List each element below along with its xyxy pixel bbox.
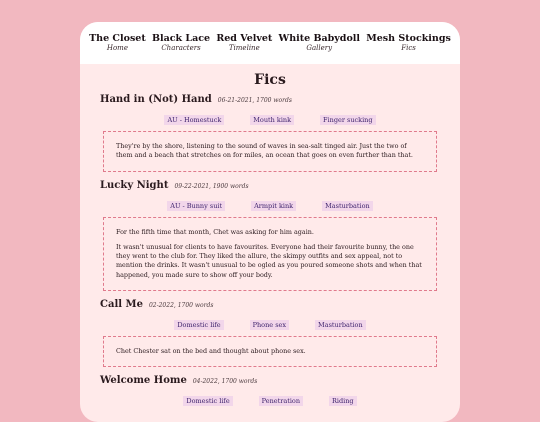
fic-entry [80,94,460,172]
tag[interactable]: AU - Homestuck [164,115,224,125]
tag[interactable]: Finger sucking [320,115,375,125]
tag[interactable]: Mouth kink [250,115,294,125]
summary-paragraph: They're by the shore, listening to the sound of waves in sea-salt tinged air. Just the two of them and a beach that stretches on for miles, an ocean that goes on even further than that. [116,142,413,160]
fic-meta: 04-2022, 1700 words [192,378,258,386]
nav-item-red-velvet[interactable] [216,34,272,52]
tag-list [100,201,440,211]
summary-paragraph: For the fifth time that month, Chet was asking for him again. [116,227,314,236]
nav-item-title: Mesh Stockings [366,32,451,44]
tag[interactable]: Phone sex [250,320,289,330]
tag[interactable]: Penetration [259,396,303,406]
fic-title[interactable]: Lucky Night [100,179,169,191]
tag[interactable]: AU - Bunny suit [167,201,225,211]
nav-item-subtitle: Home [106,43,128,52]
tag[interactable]: Riding [329,396,357,406]
nav-item-subtitle: Gallery [306,43,333,52]
fic-title[interactable]: Hand in (Not) Hand [100,94,212,105]
fic-summary [103,131,437,172]
nav-item-title: White Babydoll [278,32,361,44]
page-title: Fics [254,72,286,88]
tag-list [100,320,440,330]
nav-item-title: Black Lace [151,32,211,44]
tag[interactable]: Masturbation [322,201,373,211]
fic-header [100,94,440,105]
fic-meta: 09-22-2021, 1900 words [174,182,249,190]
tag[interactable]: Masturbation [315,320,366,330]
fic-header [100,375,440,386]
top-nav [80,22,460,64]
nav-item-mesh-stockings[interactable] [366,34,451,52]
nav-item-subtitle: Timeline [228,43,260,52]
nav-item-the-closet[interactable] [89,34,146,52]
fic-entry [80,180,460,291]
nav-item-title: The Closet [89,32,146,44]
nav-item-subtitle: Characters [161,43,201,52]
fic-title[interactable]: Call Me [100,298,143,310]
fic-header [100,299,440,310]
nav-item-title: Red Velvet [216,32,273,44]
tag[interactable]: Domestic life [174,320,223,330]
nav-item-white-babydoll[interactable] [279,34,360,52]
nav-item-subtitle: Fics [401,43,416,52]
summary-paragraph: Chet Chester sat on the bed and thought about phone sex. [116,346,306,355]
tag[interactable]: Armpit kink [251,201,296,211]
fic-header [100,180,440,191]
nav-item-black-lace[interactable] [152,34,210,52]
fic-meta: 02-2022, 1700 words [148,301,214,309]
fic-entry [80,375,460,406]
fic-entry [80,299,460,367]
fic-summary [103,336,437,367]
fic-title[interactable]: Welcome Home [100,375,187,387]
tag-list [100,115,440,125]
fic-meta: 06-21-2021, 1700 words [217,97,292,104]
tag[interactable]: Domestic life [183,396,232,406]
main-card [80,22,460,422]
summary-paragraph: It wasn't unusual for clients to have favourites. Everyone had their favourite bunny, the one they went to the club for. They liked the allure, the skimpy outfits and sex appeal, not to mention the drinks. It wasn't unusual to be ogled as you poured someone shots and when that happened, you made sure to show off your body. [116,242,422,279]
fic-summary [103,217,437,291]
